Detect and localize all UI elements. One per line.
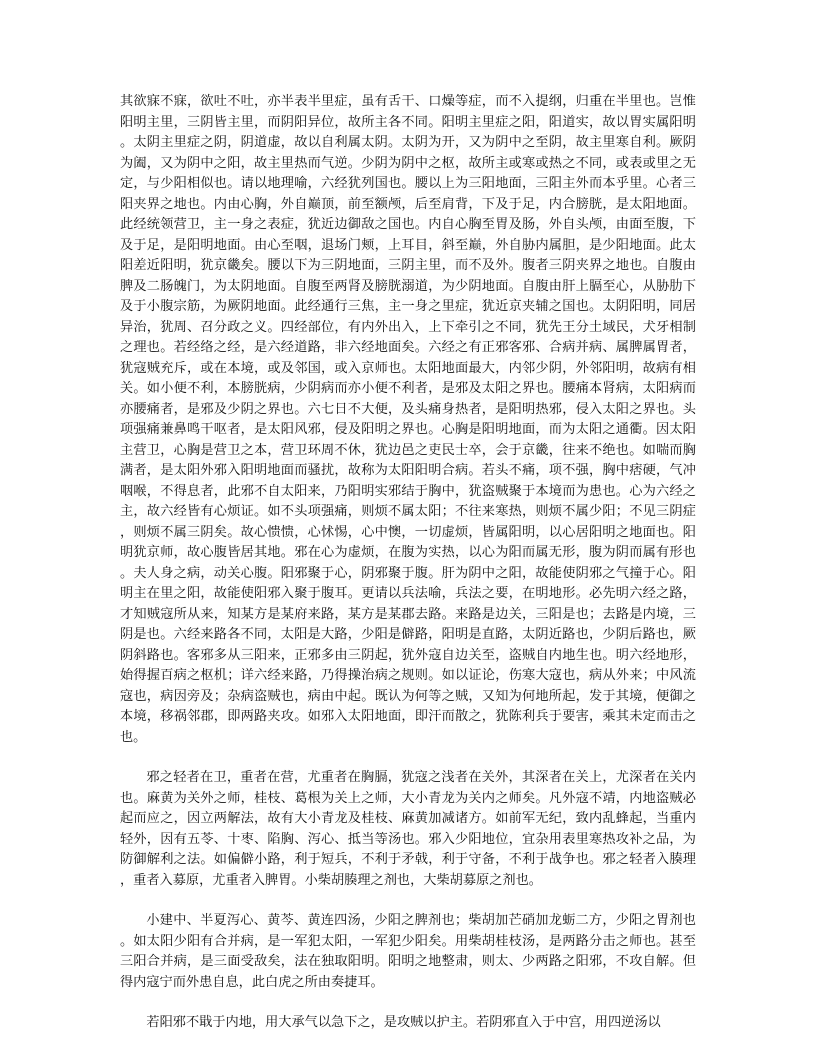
paragraph-1: 其欲寐不寐，欲吐不吐，亦半表半里症，虽有舌干、口燥等症，而不入提纲，归重在半里也。岂惟阳明主里，三阴皆主里，而阴阳异位，故所主各不同。阳明主里症之阳，阳道实，故以胃实属阳明。太阴主里症之阴，阴道虚，故以自利属太阴。太阴为开，又为阴中之至阴，故主里寒自利。厥阴为阖，又为阴中之阳，故主里热而气逆。少阴为阴中之枢，故所主或寒或热之不同，或表或里之无定，与少阳相似也。请以地理喻，六经犹列国也。腰以上为三阳地面，三阳主外而本乎里。心者三阳夹界之地也。内由心胸，外自巅顶，前至额颅，后至肩背，下及于足，内合膀胱，是太阳地面。此经统领营卫，主一身之表症，犹近边御敌之国也。内自心胸至胃及肠，外自头颅，由面至腹，下及于足，是阳明地面。由心至咽，退场门颊，上耳目，斜至巅，外自胁内属胆，是少阳地面。此太阳差近阳明，犹京畿矣。腰以下为三阴地面，三阴主里，而不及外。腹者三阴夹界之地也。自腹由脾及二肠魄门，为太阴地面。自腹至两肾及膀胱溺道，为少阴地面。自腹由肝上膈至心，从胁肋下及于小腹宗筋，为厥阴地面。此经通行三焦，主一身之里症，犹近京夹辅之国也。太阴阳明，同居异治，犹周、召分政之义。四经部位，有内外出入，上下牵引之不同，犹先王分土域民，犬牙相制之理也。若经络之经，是六经道路，非六经地面矣。六经之有正邪客邪、合病并病、属脾属胃者，犹寇贼充斥，或在本境，或及邻国，或入京师也。太阳地面最大，内邻少阴，外邻阳明，故病有相关。如小便不利，本膀胱病，少阴病而亦小便不利者，是邪及太阳之界也。腰痛本肾病，太阳病而亦腰痛者，是邪及少阴之界也。六七日不大便，及头痛身热者，是阳明热邪，侵入太阳之界也。头项强痛兼鼻鸣干呕者，是太阳风邪，侵及阳明之界也。心胸是阳明地面，而为太阳之通衢。因太阳主营卫，心胸是营卫之本，营卫环周不休，犹边邑之吏民士卒，会于京畿，往来不绝也。如喘而胸满者，是太阳外邪入阳明地面而骚扰，故称为太阳阳明合病。若头不痛，项不强，胸中痞硬，气冲咽喉，不得息者，此邪不自太阳来，乃阳明实邪结于胸中，犹盗贼聚于本境而为患也。心为六经之主，故六经皆有心烦证。如不头项强痛，则烦不属太阳；不往来寒热，则烦不属少阳；不见三阴症，则烦不属三阴矣。故心愦愦，心怵惕，心中懊，一切虚烦，皆属阳明，以心居阳明之地面也。阳明犹京师，故心腹皆居其地。邪在心为虚烦，在腹为实热，以心为阳而属无形，腹为阴而属有形也。夫人身之病，动关心腹。阳邪聚于心，阴邪聚于腹。肝为阴中之阳，故能使阴邪之气撞于心。阳明主在里之阳，故能使阳邪入聚于腹耳。更请以兵法喻，兵法之要，在明地形。必先明六经之路，才知贼寇所从来，知某方是某府来路，某方是某郡去路。来路是边关，三阳是也；去路是内境，三阴是也。六经来路各不同，太阳是大路，少阳是僻路，阳明是直路，太阴近路也，少阴后路也，厥阴斜路也。客邪多从三阳来，正邪多由三阴起，犹外寇自边关至，盗贼自内地生也。明六经地形，始得握百病之枢机；详六经来路，乃得操治病之规则。如以证论，伤寒大寇也，病从外来；中风流寇也，病因旁及；杂病盗贼也，病由中起。既认为何等之贼，又知为何地所起，发于其境，便御之本境，移祸邻郡，即两路夹攻。如邪入太阳地面，即汗而散之，犹陈利兵于要害，乘其未定而击之也。 (120, 94, 696, 745)
paragraph-4: 若阳邪不戢于内地，用大承气以急下之，是攻贼以护主。若阴邪直入于中宫，用四逆汤以 (146, 1015, 661, 1030)
document-page (120, 92, 696, 1034)
paragraph-gap (120, 891, 696, 911)
paragraph-2: 邪之轻者在卫，重者在营，尤重者在胸膈，犹寇之浅者在关外，其深者在关上，尤深者在关内也。麻黄为关外之师，桂枝、葛根为关上之师，大小青龙为关内之师矣。凡外寇不靖，内地盗贼必起而应之，因立两解法，故有大小青龙及桂枝、麻黄加减诸方。如前军无纪，致内乱蜂起，当重内轻外，因有五苓、十枣、陷胸、泻心、抵当等汤也。邪入少阳地位，宜杂用表里寒热攻补之品，为防御解利之法。如偏僻小路，利于短兵，不利于矛戟，利于守备，不利于战争也。邪之轻者入腠理，重者入募原，尤重者入脾胃。小柴胡腠理之剂也，大柴胡募原之剂也。 (120, 770, 696, 888)
paragraph-3: 小建中、半夏泻心、黄芩、黄连四汤，少阳之脾剂也；柴胡加芒硝加龙蛎二方，少阳之胃剂也。如太阳少阳有合并病，是一军犯太阳，一军犯少阳矣。用柴胡桂枝汤，是两路分击之师也。甚至三阳合并病，是三面受敌矣，法在独取阳明。阳明之地整肃，则太、少两路之阳邪，不攻自解。但得内寇宁而外患自息，此白虎之所由奏捷耳。 (120, 913, 696, 990)
paragraph-gap (120, 748, 696, 768)
paragraph-gap (120, 993, 696, 1013)
